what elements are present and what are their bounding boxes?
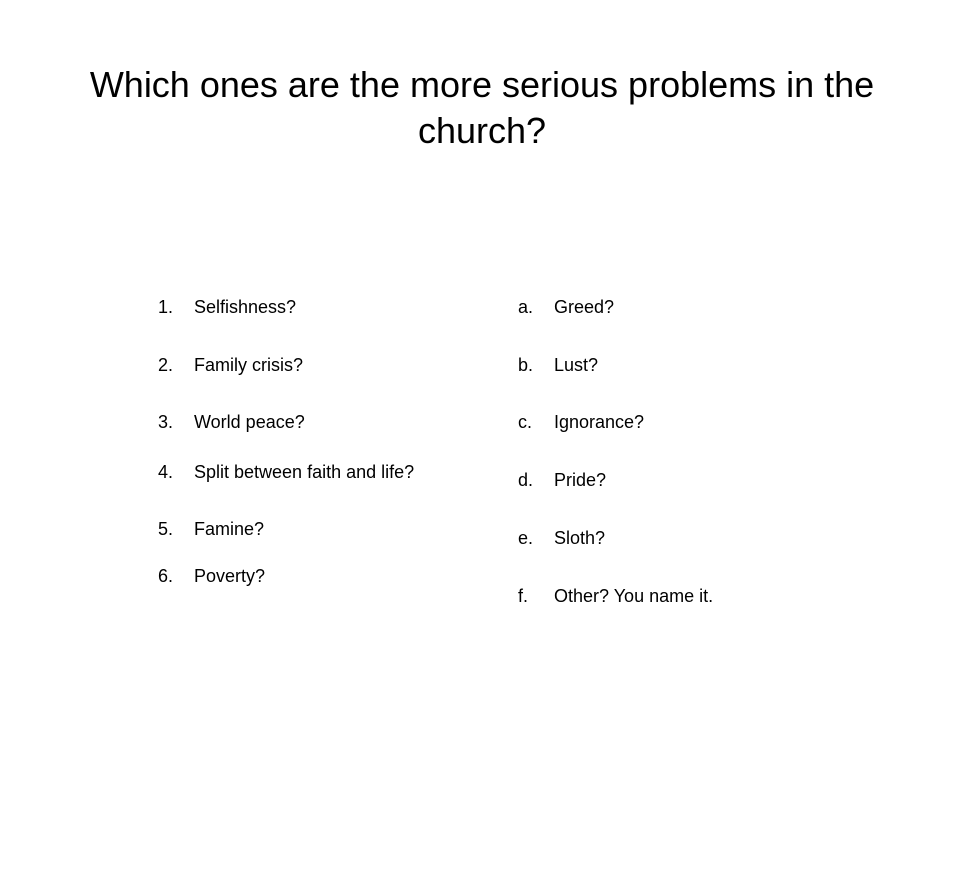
list-marker: 3. — [158, 412, 174, 432]
list-marker: 1. — [158, 297, 174, 317]
list-text: Famine? — [194, 519, 265, 539]
list-marker: f. — [518, 586, 529, 606]
list-marker: c. — [518, 412, 533, 432]
list-text: Ignorance? — [554, 412, 645, 432]
list-text: Family crisis? — [194, 355, 304, 375]
list-text: Split between faith and life? — [194, 462, 415, 482]
list-marker: 6. — [158, 566, 174, 586]
list-text: Other? You name it. — [554, 586, 714, 606]
list-text: Selfishness? — [194, 297, 297, 317]
list-marker: 5. — [158, 519, 174, 539]
list-marker: e. — [518, 528, 534, 548]
list-marker: 2. — [158, 355, 174, 375]
list-text: Poverty? — [194, 566, 266, 586]
list-text: Lust? — [554, 355, 599, 375]
list-marker: b. — [518, 355, 534, 375]
list-marker: 4. — [158, 462, 174, 482]
list-marker: d. — [518, 470, 534, 490]
list-text: Greed? — [554, 297, 615, 317]
list-marker: a. — [518, 297, 534, 317]
list-text: Pride? — [554, 470, 607, 490]
slide-title: Which ones are the more serious problems in the church? — [89, 64, 875, 151]
list-text: World peace? — [194, 412, 305, 432]
list-text: Sloth? — [554, 528, 606, 548]
